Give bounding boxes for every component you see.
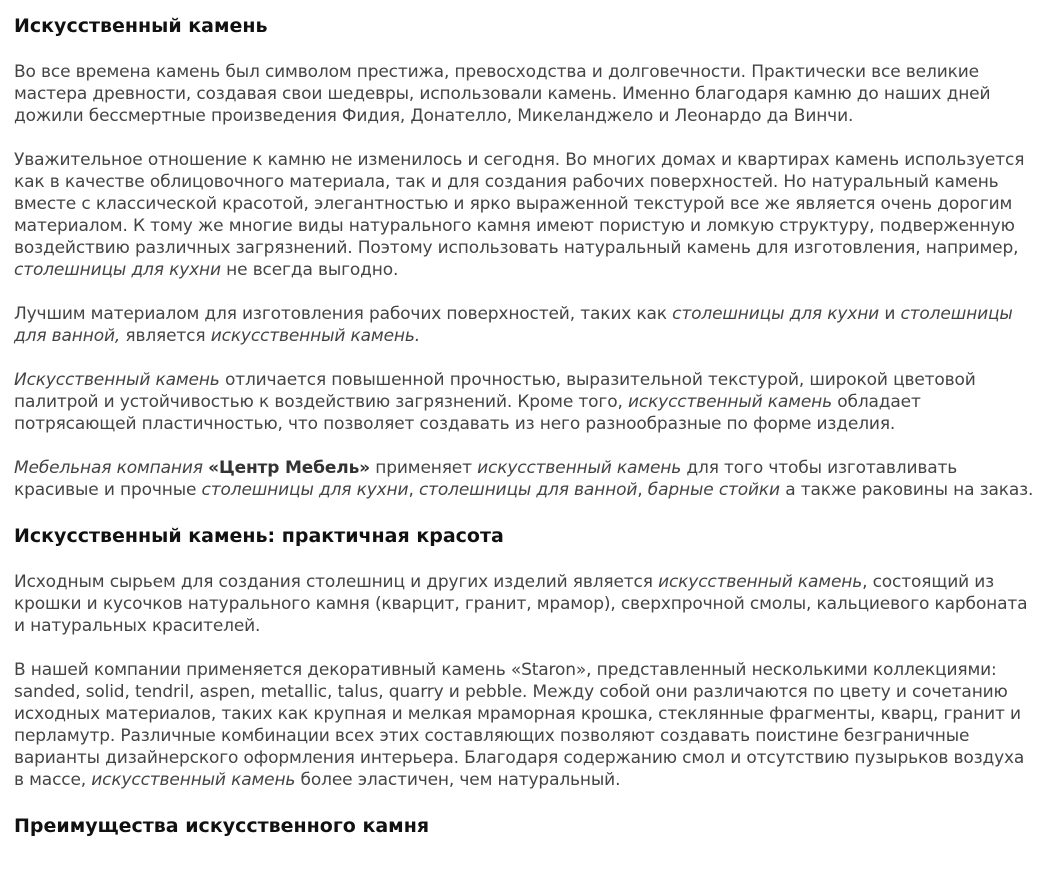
text-run: является bbox=[120, 326, 211, 346]
section-heading: Искусственный камень bbox=[14, 15, 268, 37]
emphasized-text: искусственный камень bbox=[627, 392, 832, 412]
emphasized-text: искусственный камень bbox=[477, 458, 682, 478]
section-heading: Преимущества искусственного камня bbox=[14, 815, 430, 837]
text-run: для того чтобы изготавливать красивые и прочные bbox=[14, 458, 958, 500]
emphasized-text: Мебельная компания bbox=[14, 458, 203, 478]
text-run: Лучшим материалом для изготовления рабочих поверхностей, таких как bbox=[14, 304, 673, 324]
emphasized-text: столешницы для кухни bbox=[14, 260, 221, 280]
emphasized-text: искусственный камень bbox=[91, 770, 296, 790]
text-run: не всегда выгодно. bbox=[220, 260, 399, 280]
text-run: обладает потрясающей пластичностью, что позволяет создавать из него разнообразные по форме изделия. bbox=[14, 392, 921, 434]
text-run: и bbox=[879, 304, 901, 324]
emphasized-text: барные стойки bbox=[647, 480, 780, 500]
emphasized-text: искусственный камень bbox=[658, 572, 863, 592]
paragraph bbox=[14, 149, 1037, 281]
emphasized-text: столешницы для ванной bbox=[418, 480, 638, 500]
emphasized-text: столешницы для кухни bbox=[201, 480, 409, 500]
text-run: более эластичен, чем натуральный. bbox=[295, 770, 621, 790]
text-run: применяет bbox=[370, 458, 478, 478]
text-run: Исходным сырьем для создания столешниц и других изделий является bbox=[14, 572, 659, 592]
text-run: Уважительное отношение к камню не изменилось и сегодня. Во многих домах и квартирах камень используется как в качестве облицовочного материала, так и для создания рабочих поверхностей. Но натуральный камень вместе с классической красотой, элегантностью и ярко выраженной текстурой все же является очень дорогим материалом. К тому же многие виды натурального камня имеют пористую и ломкую структуру, подверженную воздействию различных загрязнений. Поэтому использовать натуральный камень для изготовления, например, bbox=[14, 150, 1025, 258]
section-heading: Искусственный камень: практичная красота bbox=[14, 525, 504, 547]
text-run: а также раковины на заказ. bbox=[779, 480, 1034, 500]
text-run: В нашей компании применяется декоративный камень «Staron», представленный несколькими коллекциями: sanded, solid, tendril, aspen, metallic, talus, quarry и pebble. Между собой они различаются по цвету и сочетанию исходных материалов, таких как крупная и мелкая мраморная крошка, стеклянные фрагменты, кварц, гранит и перламутр. Различные комбинации всех этих составляющих позволяют создавать поистине безграничные варианты дизайнерского оформления интерьера. Благодаря содержанию смол и отсутствию пузырьков воздуха в массе, bbox=[14, 660, 1025, 790]
paragraph bbox=[14, 571, 1037, 637]
text-run: , состоящий из крошки и кусочков натурального камня (кварцит, гранит, мрамор), сверхпрочной смолы, кальциевого карбоната и натуральных красителей. bbox=[14, 572, 1028, 636]
paragraph bbox=[14, 659, 1037, 791]
emphasized-text: столешницы для ванной, bbox=[14, 304, 1013, 346]
emphasized-text: искусственный камень. bbox=[210, 326, 420, 346]
text-run: , bbox=[637, 480, 648, 500]
text-run: Во все времена камень был символом престижа, превосходства и долговечности. Практически все великие мастера древности, создавая свои шедевры, использовали камень. Именно благодаря камню до наших дней дожили бессмертные произведения Фидия, Донателло, Микеланджело и Леонардо да Винчи. bbox=[14, 62, 991, 126]
company-name: «Центр Мебель» bbox=[208, 458, 371, 478]
text-run: , bbox=[408, 480, 419, 500]
text-run: отличается повышенной прочностью, выразительной текстурой, широкой цветовой палитрой и устойчивостью к воздействию загрязнений. Кроме того, bbox=[14, 370, 976, 412]
paragraph bbox=[14, 303, 1037, 347]
paragraph bbox=[14, 369, 1037, 435]
emphasized-text: Искусственный камень bbox=[14, 370, 220, 390]
paragraph bbox=[14, 457, 1037, 501]
emphasized-text: столешницы для кухни bbox=[672, 304, 880, 324]
paragraph bbox=[14, 61, 1037, 127]
